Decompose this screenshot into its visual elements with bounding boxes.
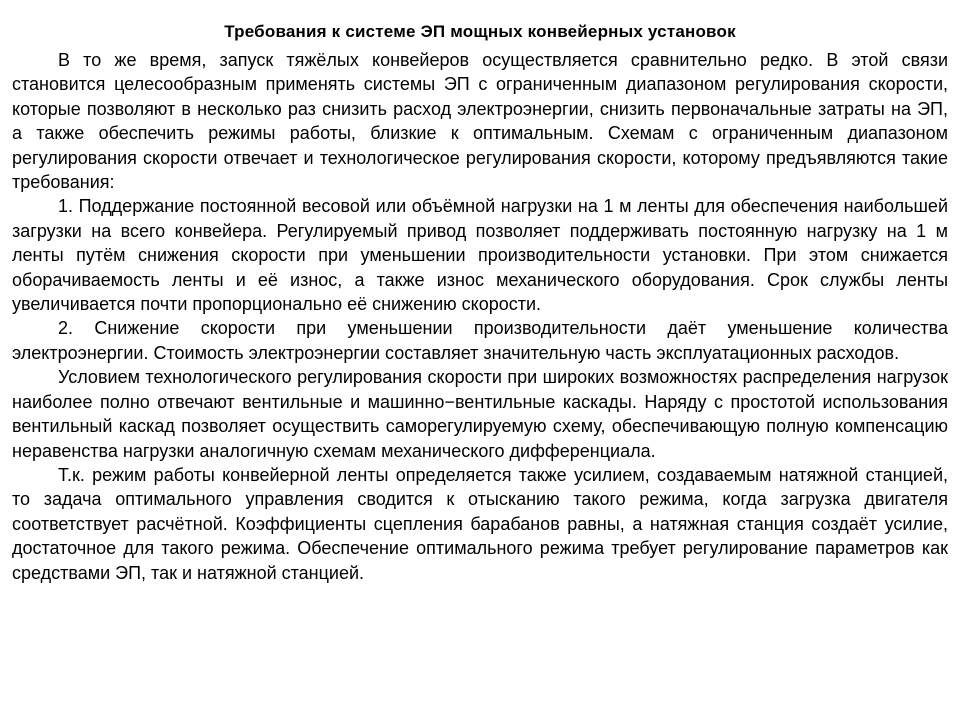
paragraph-optimal-control: Т.к. режим работы конвейерной ленты определяется также усилием, создаваемым натяжной станцией, то задача оптимального управления сводится к отысканию такого режима, когда загрузка двигателя соответствует расчётной. Коэффициенты сцепления барабанов равны, а натяжная станция создаёт усилие, достаточное для такого режима. Обеспечение оптимального режима требует регулирование параметров как средствами ЭП, так и натяжной станцией.	[12, 464, 948, 583]
paragraph-cascades: Условием технологического регулирования скорости при широких возможностях распределения нагрузок наиболее полно отвечают вентильные и машинно−вентильные каскады. Наряду с простотой использования вентильный каскад позволяет осуществить саморегулируемую схему, обеспечивающую полную компенсацию неравенства нагрузки аналогичную схемам механического дифференциала.	[12, 367, 948, 461]
paragraph-requirement-1: 1. Поддержание постоянной весовой или объёмной нагрузки на 1 м ленты для обеспечения наибольшей загрузки на всего конвейера. Регулируемый привод позволяет поддерживать постоянную нагрузку на 1 м ленты путём снижения скорости при уменьшении производительности установки. При этом снижается оборачиваемость ленты и её износ, а также износ механического оборудования. Срок службы ленты увеличивается почти пропорционально её снижению скорости.	[12, 196, 948, 315]
body-text	[12, 48, 948, 585]
paragraph-intro: В то же время, запуск тяжёлых конвейеров осуществляется сравнительно редко. В этой связи становится целесообразным применять системы ЭП с ограниченным диапазоном регулирования скорости, которые позволяют в несколько раз снизить расход электроэнергии, снизить первоначальные затраты на ЭП, а также обеспечить режимы работы, близкие к оптимальным. Схемам с ограниченным диапазоном регулирования скорости отвечает и технологическое регулирования скорости, которому предъявляются такие требования:	[12, 50, 948, 193]
slide-title: Требования к системе ЭП мощных конвейерных установок	[224, 22, 736, 41]
paragraph-requirement-2: 2. Снижение скорости при уменьшении производительности даёт уменьшение количества электроэнергии. Стоимость электроэнергии составляет значительную часть эксплуатационных расходов.	[12, 318, 948, 363]
